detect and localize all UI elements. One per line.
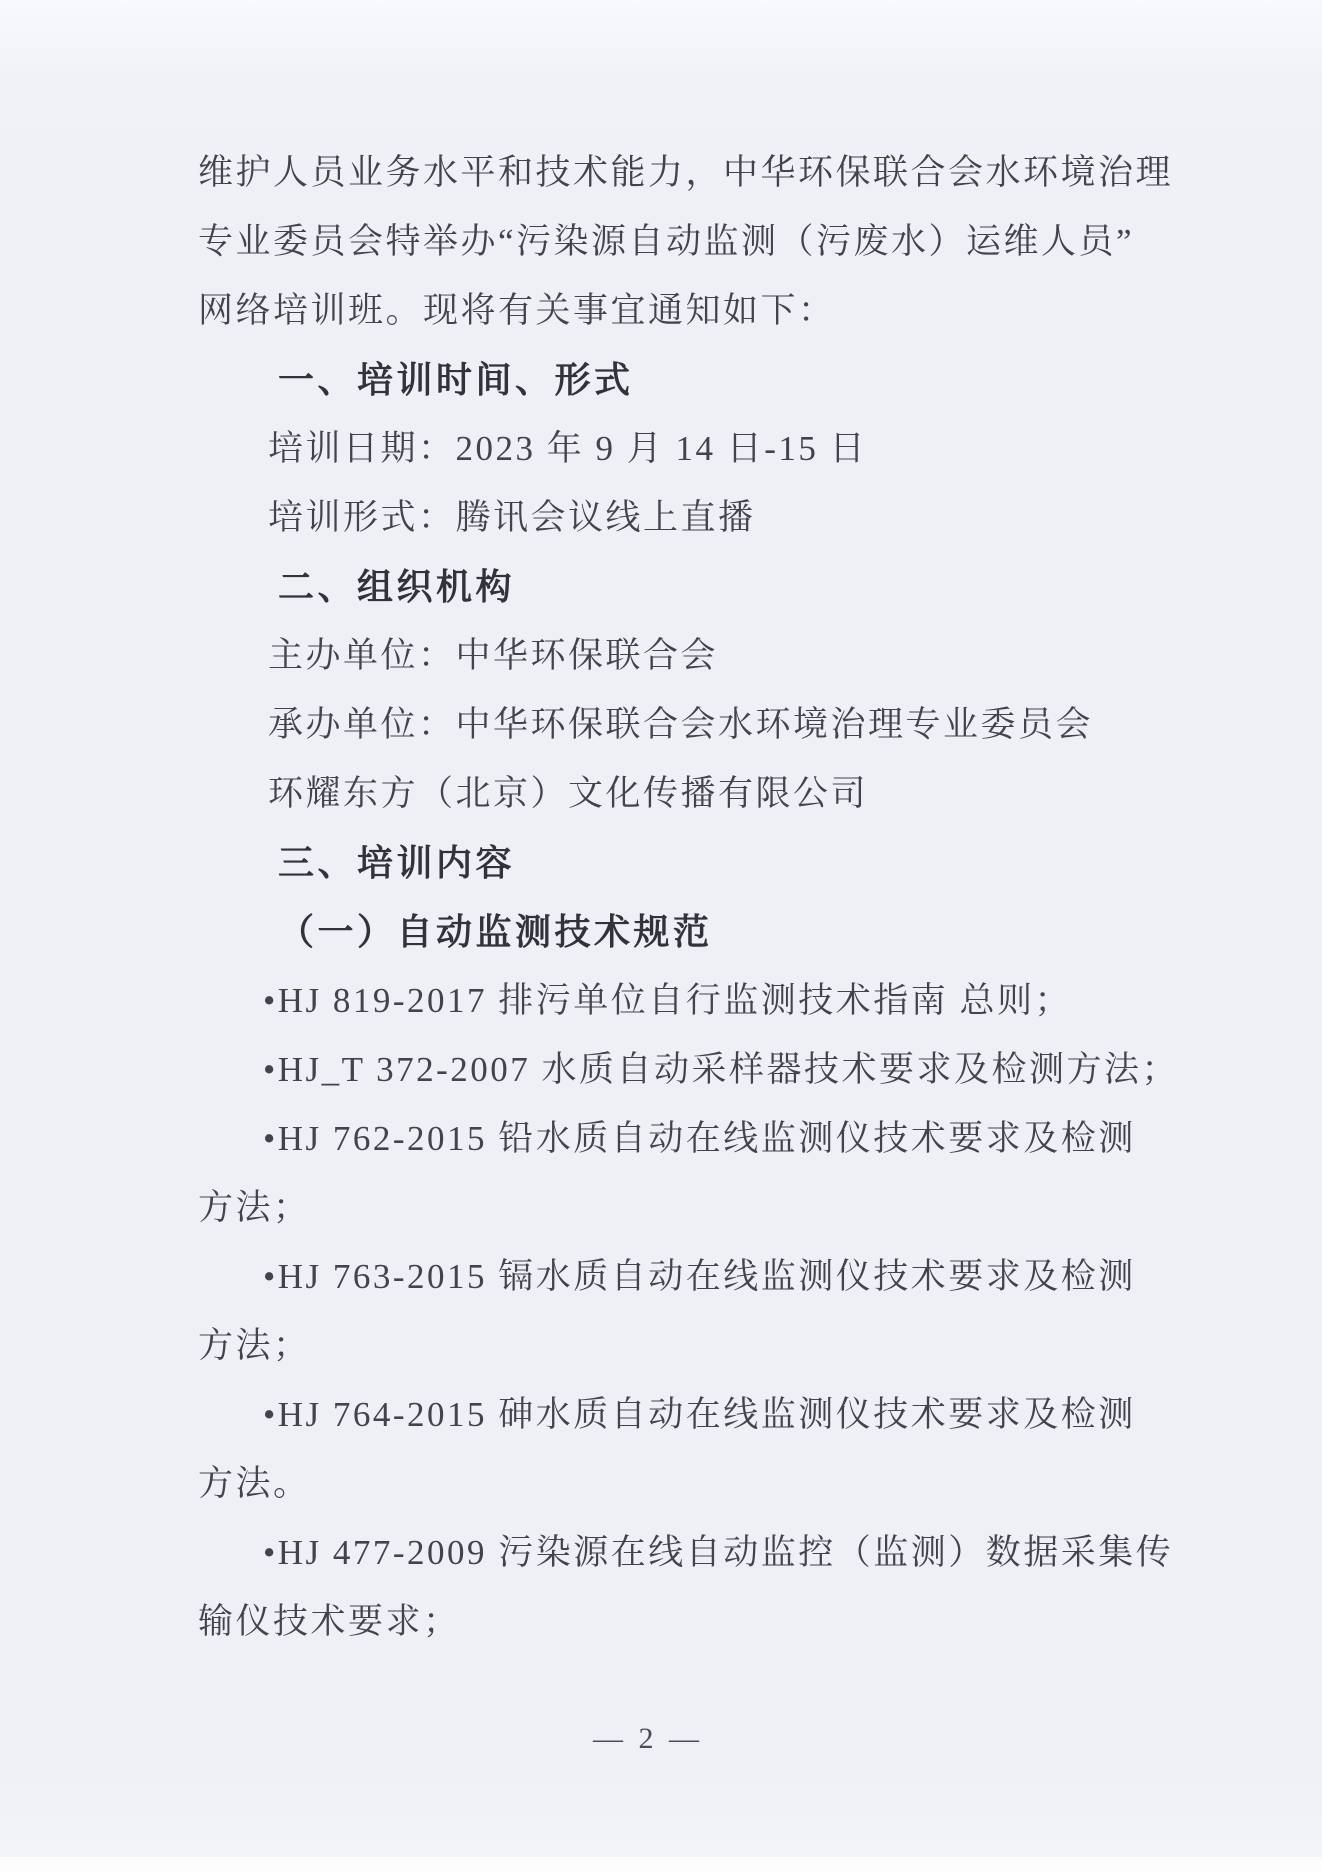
section-heading: 二、组织机构 xyxy=(278,566,516,607)
section-heading: （一）自动监测技术规范 xyxy=(278,911,713,952)
text-line: •HJ 762-2015 铅水质自动在线监测仪技术要求及检测 xyxy=(263,1119,1136,1158)
text-line: 培训形式：腾讯会议线上直播 xyxy=(268,498,756,537)
text-line: 方法； xyxy=(198,1326,311,1365)
text-line: 方法。 xyxy=(198,1464,311,1503)
text-line: 网络培训班。现将有关事宜通知如下： xyxy=(198,291,836,330)
text-line: 主办单位：中华环保联合会 xyxy=(268,636,719,675)
document-body xyxy=(198,138,1262,1656)
text-line: 方法； xyxy=(198,1188,311,1227)
scan-edge xyxy=(0,1857,1322,1871)
page-number: — 2 — xyxy=(593,1722,703,1755)
text-line: 培训日期：2023 年 9 月 14 日-15 日 xyxy=(268,429,868,468)
text-line: 输仪技术要求； xyxy=(198,1602,461,1641)
text-line: •HJ_T 372-2007 水质自动采样器技术要求及检测方法； xyxy=(263,1050,1180,1089)
text-line: 环耀东方（北京）文化传播有限公司 xyxy=(268,774,869,813)
text-line: •HJ 764-2015 砷水质自动在线监测仪技术要求及检测 xyxy=(263,1395,1136,1434)
text-line: •HJ 819-2017 排污单位自行监测技术指南 总则； xyxy=(263,981,1073,1020)
text-line: 维护人员业务水平和技术能力，中华环保联合会水环境治理 xyxy=(198,153,1174,192)
text-line: 专业委员会特举办“污染源自动监测（污废水）运维人员” xyxy=(198,222,1135,261)
text-line: 承办单位：中华环保联合会水环境治理专业委员会 xyxy=(268,705,1094,744)
text-line: •HJ 477-2009 污染源在线自动监控（监测）数据采集传 xyxy=(263,1533,1174,1572)
text-line: •HJ 763-2015 镉水质自动在线监测仪技术要求及检测 xyxy=(263,1257,1136,1296)
section-heading: 一、培训时间、形式 xyxy=(278,359,634,400)
section-heading: 三、培训内容 xyxy=(278,842,516,883)
